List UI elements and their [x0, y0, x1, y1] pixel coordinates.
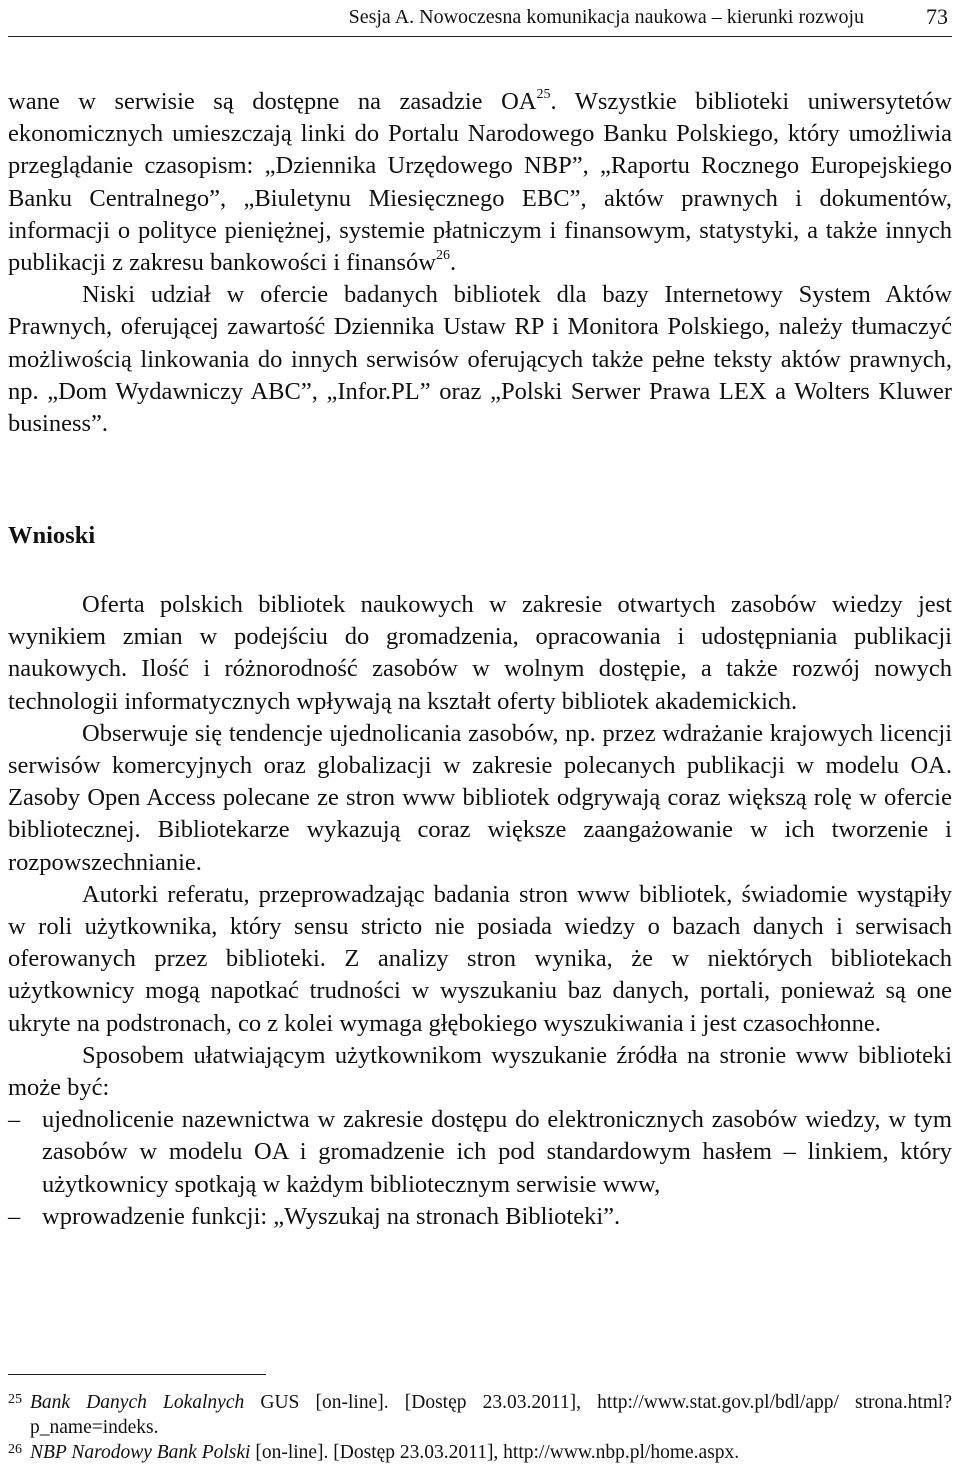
paragraph-continued	[8, 86, 952, 279]
list-item-text: wprowadzenie funkcji: „Wyszukaj na stronach Biblioteki”.	[42, 1202, 621, 1230]
dash-bullet: –	[8, 1202, 21, 1230]
conclusion-paragraph-3: Autorki referatu, przeprowadzając badania stron www bibliotek, świadomie wystąpiły w roli użytkownika, który sensu stricto nie posiada wiedzy o bazach danych i serwisach oferowanych przez biblioteki. Z analizy stron wynika, że w niektórych bibliotekach użytkownicy mogą napotkać trudności w wyszukaniu baz danych, portali, ponieważ są one ukryte na podstronach, co z kolei wymaga głębokiego wyszukiwania i jest czasochłonne.	[8, 880, 952, 1037]
dash-bullet: –	[8, 1106, 21, 1134]
section-heading: Wnioski	[8, 522, 96, 549]
conclusion-paragraph-1: Oferta polskich bibliotek naukowych w zakresie otwartych zasobów wiedzy jest wynikiem zmian w podejściu do gromadzenia, opracowania i udostępniania publikacji naukowych. Ilość i różnorodność zasobów w wolnym dostępie, a także rozwój nowych technologii informatycznych wpływają na kształt oferty bibliotek akademickich.	[8, 591, 952, 715]
footnote-number: 25	[8, 1392, 22, 1407]
recommendation-list	[8, 1104, 952, 1233]
footnote-source: Bank Danych Lokalnych	[30, 1392, 245, 1413]
paragraph-text: .	[449, 249, 457, 277]
list-item	[8, 1104, 952, 1201]
conclusions-section	[8, 589, 952, 1233]
list-item	[8, 1201, 952, 1233]
footnote-25	[8, 1390, 952, 1440]
conclusion-paragraph-2: Obserwuje się tendencje ujednolicania zasobów, np. przez wdrażanie krajowych licencji serwisów komercyjnych oraz globalizacji w zakresie polecanych publikacji w modelu OA. Zasoby Open Access polecane ze stron www bibliotek odgrywają coraz większą rolę w ofercie bibliotecznej. Bibliotekarze wykazują coraz większe zaangażowanie w ich tworzenie i rozpowszechnianie.	[8, 719, 952, 876]
footnote-ref-26: 26	[435, 248, 450, 264]
footnote-text: [on-line]. [Dostęp 23.03.2011], http://www.nbp.pl/home.aspx.	[250, 1442, 740, 1463]
page-number: 73	[926, 4, 948, 29]
footnote-26	[8, 1440, 952, 1465]
paragraph-text: . Wszystkie biblioteki uniwersytetów ekonomicznych umieszczają linki do Portalu Narodowego Banku Polskiego, który umożliwia przeglądanie czasopism: „Dziennika Urzędowego NBP”, „Raportu Rocznego Europejskiego Banku Centralnego”, „Biuletynu Miesięcznego EBC”, aktów prawnych i dokumentów, informacji o polityce pieniężnej, systemie płatniczym i finansowym, statystyki, a także innych publikacji z zakresu bankowości i finansów	[8, 88, 952, 277]
conclusion-paragraph-4: Sposobem ułatwiającym użytkownikom wyszukanie źródła na stronie www biblioteki może być:	[8, 1041, 952, 1102]
list-item-text: ujednolicenie nazewnictwa w zakresie dostępu do elektronicznych zasobów wiedzy, w tym zasobów w modelu OA i gromadzenie ich pod standardowym hasłem – linkiem, który użytkownicy spotkają w każdym bibliotecznym serwisie www,	[42, 1106, 952, 1198]
paragraph-text: wane w serwisie są dostępne na zasadzie OA	[8, 88, 537, 115]
footnote-separator	[8, 1374, 266, 1375]
body-text	[8, 86, 952, 440]
footnote-source: NBP Narodowy Bank Polski	[30, 1442, 251, 1463]
footnotes	[8, 1390, 952, 1465]
footnote-number: 26	[8, 1442, 22, 1457]
paragraph-isap: Niski udział w ofercie badanych bibliotek dla bazy Internetowy System Aktów Prawnych, oferującej zawartość Dziennika Ustaw RP i Monitora Polskiego, należy tłumaczyć możliwością linkowania do innych serwisów oferujących także pełne teksty aktów prawnych, np. „Dom Wydawniczy ABC”, „Infor.PL” oraz „Polski Serwer Prawa LEX a Wolters Kluwer business”.	[8, 281, 952, 438]
running-header	[8, 0, 952, 37]
running-title: Sesja A. Nowoczesna komunikacja naukowa – kierunki rozwoju	[348, 6, 864, 28]
footnote-ref-25: 25	[536, 87, 551, 102]
footnote-text: GUS [on-line]. [Dostęp 23.03.2011], http://www.stat.gov.pl/bdl/app/ strona.html?p_name=indeks.	[30, 1392, 952, 1438]
